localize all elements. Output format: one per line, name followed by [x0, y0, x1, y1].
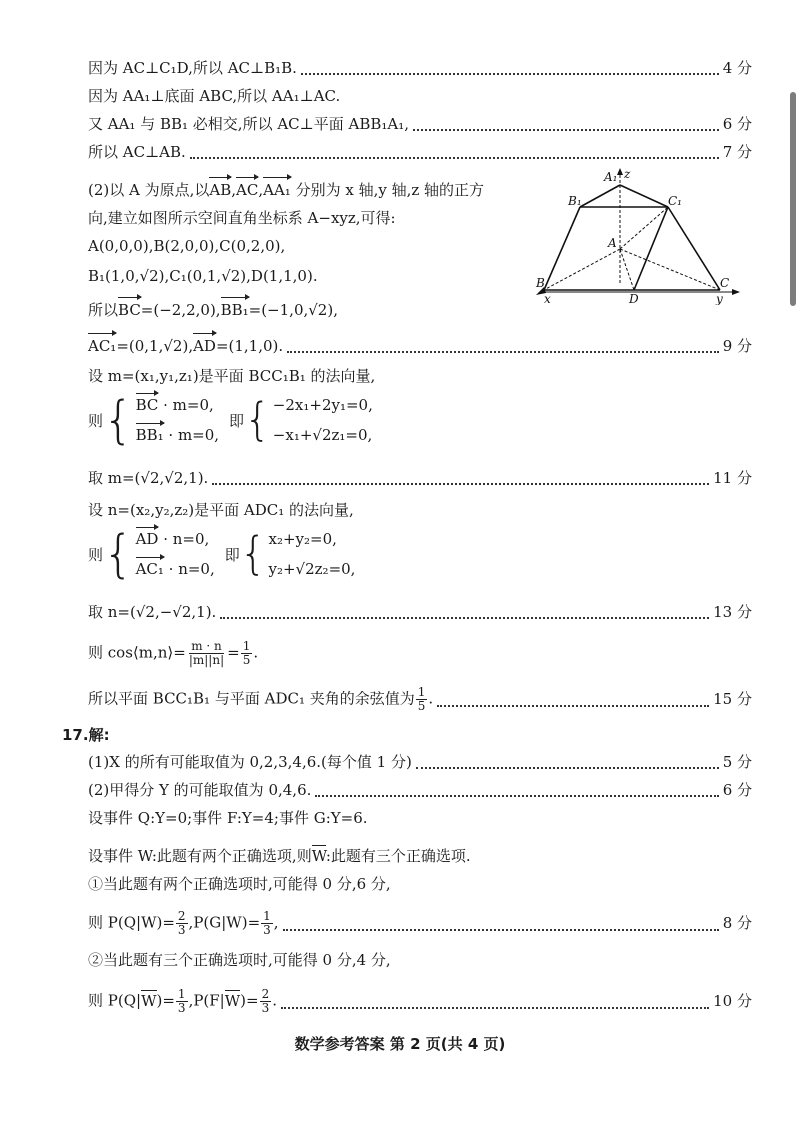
vector-bb1: BB₁	[220, 301, 249, 319]
left-brace: {	[103, 390, 134, 450]
w-complement: W	[311, 847, 326, 865]
line-normal-n: 设 n=(x₂,y₂,z₂)是平面 ADC₁ 的法向量,	[88, 501, 354, 519]
score: 5 分	[722, 753, 752, 771]
leader-dots	[190, 145, 719, 159]
line-ac-perp-ab: 所以 AC⊥AB. 7 分	[88, 143, 752, 161]
line-coords-1: A(0,0,0),B(2,0,0),C(0,2,0),	[88, 237, 286, 255]
label-a: A	[608, 236, 617, 250]
z-arrow	[617, 168, 623, 175]
score: 9 分	[722, 337, 752, 355]
left-brace: {	[239, 527, 267, 580]
label-a1: A₁	[604, 170, 618, 184]
q17-line-1: (1)X 的所有可能取值为 0,2,3,4,6.(每个值 1 分) 5 分	[88, 753, 752, 771]
leader-dots	[281, 995, 709, 1009]
score: 4 分	[722, 59, 752, 77]
leader-dots	[212, 471, 709, 485]
vector-bc: BC	[118, 301, 141, 319]
scrollbar[interactable]	[790, 92, 796, 306]
label-y: y	[716, 292, 723, 305]
vector-ac: AC	[236, 181, 259, 199]
vector-aa1: AA₁	[263, 181, 291, 199]
page-footer: 数学参考答案 第 2 页(共 4 页)	[294, 1035, 506, 1053]
fraction: $\frac{1}{5}$	[242, 639, 251, 667]
score: 8 分	[722, 913, 752, 932]
line-ac-perp-b1b: 因为 AC⊥C₁D,所以 AC⊥B₁B. 4 分	[88, 59, 752, 77]
leader-dots	[413, 117, 719, 131]
q17-line-6: 则 P(Q|W)= $\frac{2}{3}$ ,P(G|W)= $\frac{1}{3}$ , 8 分	[88, 909, 752, 937]
line-take-m: 取 m=(√2,√2,1). 11 分	[88, 469, 752, 487]
score: 15 分	[713, 689, 752, 708]
equation-system-n: 则 { AD · n=0, AC₁ · n=0, 即 { x₂+y₂=0, y₂+√2z₂=0,	[88, 524, 356, 584]
leader-dots	[283, 917, 719, 931]
edge-a1c1	[620, 185, 668, 207]
fraction: $\frac{1}{3}$	[177, 987, 186, 1015]
line-cosine: 则 cos⟨m,n⟩= $\frac{m \cdot n}{|m||n|}$ = $\frac{1}{5}$ .	[88, 639, 259, 667]
left-brace: {	[244, 393, 271, 446]
line-vectors-1: 所以BC=(−2,2,0),BB₁=(−1,0,√2),	[88, 301, 338, 319]
leader-dots	[220, 605, 709, 619]
label-c: C	[720, 276, 730, 290]
question-17-number: 17.解:	[62, 726, 110, 744]
leader-dots	[315, 783, 718, 797]
x-axis	[542, 249, 620, 291]
line-ac-perp-plane: 又 AA₁ 与 BB₁ 必相交,所以 AC⊥平面 ABB₁A₁, 6 分	[88, 115, 752, 133]
line-aa1-perp-ac: 因为 AA₁⊥底面 ABC,所以 AA₁⊥AC.	[88, 87, 341, 105]
score: 7 分	[722, 143, 752, 161]
segment-ac	[620, 249, 720, 290]
q17-line-8: 则 P(Q|W)= $\frac{1}{3}$ ,P(F|W)= $\frac{2}{3}$ . 10 分	[88, 987, 752, 1015]
vector-ac1: AC₁	[88, 337, 117, 355]
score: 13 分	[713, 603, 752, 621]
vector-ad: AD	[193, 337, 216, 355]
leader-dots	[416, 755, 719, 769]
edge-b1a1	[580, 185, 620, 207]
line-final-answer: 所以平面 BCC₁B₁ 与平面 ADC₁ 夹角的余弦值为 $\frac{1}{5}$ . 15 分	[88, 685, 752, 713]
score: 10 分	[713, 991, 752, 1010]
leader-dots	[287, 339, 719, 353]
geometry-figure	[532, 165, 742, 305]
segment-ad	[620, 249, 634, 290]
vector-ab: AB	[209, 181, 232, 199]
label-c1: C₁	[668, 194, 682, 208]
w-complement: W	[224, 991, 241, 1010]
q17-line-7: ②当此题有三个正确选项时,可能得 0 分,4 分,	[88, 951, 391, 969]
y-arrow	[732, 289, 740, 295]
score: 6 分	[722, 781, 752, 799]
q17-line-2: (2)甲得分 Y 的可能取值为 0,4,6. 6 分	[88, 781, 752, 799]
left-brace: {	[103, 524, 134, 584]
fraction: $\frac{2}{3}$	[261, 987, 270, 1015]
label-b1: B₁	[568, 194, 582, 208]
leader-dots	[437, 693, 709, 707]
label-d: D	[629, 292, 639, 305]
line-normal-m: 设 m=(x₁,y₁,z₁)是平面 BCC₁B₁ 的法向量,	[88, 367, 376, 385]
q17-line-3: 设事件 Q:Y=0;事件 F:Y=4;事件 G:Y=6.	[88, 809, 368, 827]
label-z: z	[624, 167, 631, 181]
line-coordinate-system: 向,建立如图所示空间直角坐标系 A−xyz,可得:	[88, 209, 396, 227]
line-vectors-2: AC₁=(0,1,√2),AD=(1,1,0). 9 分	[88, 337, 752, 355]
q17-line-5: ①当此题有两个正确选项时,可能得 0 分,6 分,	[88, 875, 391, 893]
score: 11 分	[713, 469, 752, 487]
equation-system-m: 则 { BC · m=0, BB₁ · m=0, 即 { −2x₁+2y₁=0, −x₁+√2z₁=0,	[88, 390, 373, 450]
fraction: $\frac{2}{3}$	[177, 909, 186, 937]
fraction: $\frac{1}{5}$	[417, 685, 426, 713]
edge-b1b	[544, 207, 580, 290]
w-complement: W	[141, 991, 157, 1010]
line-take-n: 取 n=(√2,−√2,1). 13 分	[88, 603, 752, 621]
label-b: B	[536, 276, 545, 290]
edge-c1d	[634, 207, 668, 290]
line-coords-2: B₁(1,0,√2),C₁(0,1,√2),D(1,1,0).	[88, 267, 318, 285]
label-x: x	[544, 292, 551, 305]
leader-dots	[301, 61, 719, 75]
edge-c1c	[668, 207, 720, 290]
fraction: $\frac{1}{3}$	[263, 909, 271, 937]
score: 6 分	[722, 115, 752, 133]
line-coordinate-setup: (2)以 A 为原点,以AB,AC,AA₁ 分别为 x 轴,y 轴,z 轴的正方	[88, 181, 485, 199]
fraction: $\frac{m \cdot n}{|m||n|}$	[188, 639, 225, 667]
q17-line-4: 设事件 W:此题有两个正确选项,则W:此题有三个正确选项.	[88, 847, 471, 865]
segment-ac1	[620, 207, 668, 249]
